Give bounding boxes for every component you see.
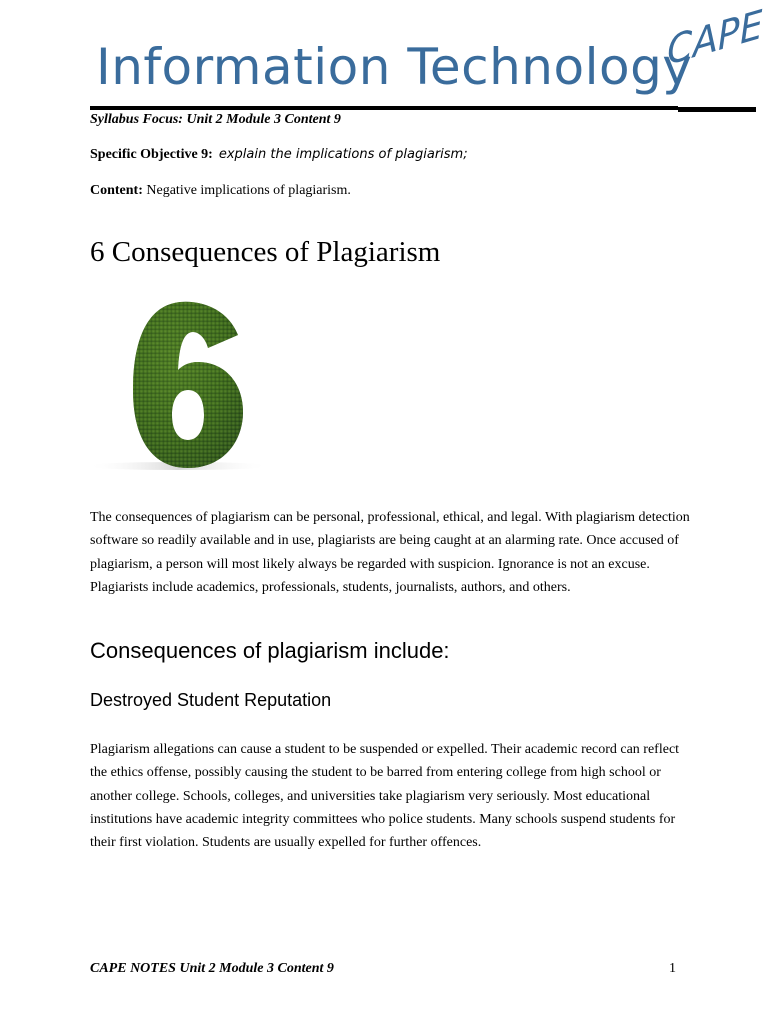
consequences-heading: Consequences of plagiarism include: (90, 638, 450, 663)
footer-text: CAPE NOTES Unit 2 Module 3 Content 9 (90, 961, 334, 976)
header-title: Information Technology (96, 38, 693, 96)
section-heading: 6 Consequences of Plagiarism (90, 236, 441, 268)
content-label: Content: (90, 183, 143, 198)
grass-number-six-image (88, 290, 288, 480)
intro-paragraph: The consequences of plagiarism can be personal, professional, ethical, and legal. With plagiarism detection software so readily available and in use, plagiarists are being caught at an alarming rate. Once accused of plagiarism, a person will most likely always be regarded with suspicion. Ignorance is not an excuse. Plagiarists include academics, professionals, students, journalists, authors, and others. (90, 510, 690, 595)
page-number: 1 (669, 961, 676, 976)
objective-text: explain the implications of plagiarism; (218, 147, 468, 162)
reputation-paragraph: Plagiarism allegations can cause a student to be suspended or expelled. Their academic record can reflect the ethics offense, possibly causing the student to be barred from entering college from high school or another college. Schools, colleges, and universities take plagiarism very seriously. Most educational institutions have academic integrity committees who police students. Many schools suspend students for their first violation. Students are usually expelled for further offences. (90, 742, 680, 851)
subheading-reputation: Destroyed Student Reputation (90, 690, 332, 710)
objective-label: Specific Objective 9: (90, 147, 213, 162)
cape-logo: CAPE (666, 1, 764, 74)
syllabus-focus: Syllabus Focus: Unit 2 Module 3 Content 9 (90, 112, 341, 127)
header-rule-logo (678, 107, 756, 112)
content-line (90, 183, 351, 199)
content-text: Negative implications of plagiarism. (142, 183, 351, 198)
specific-objective (90, 147, 468, 163)
header-rule (90, 106, 678, 110)
